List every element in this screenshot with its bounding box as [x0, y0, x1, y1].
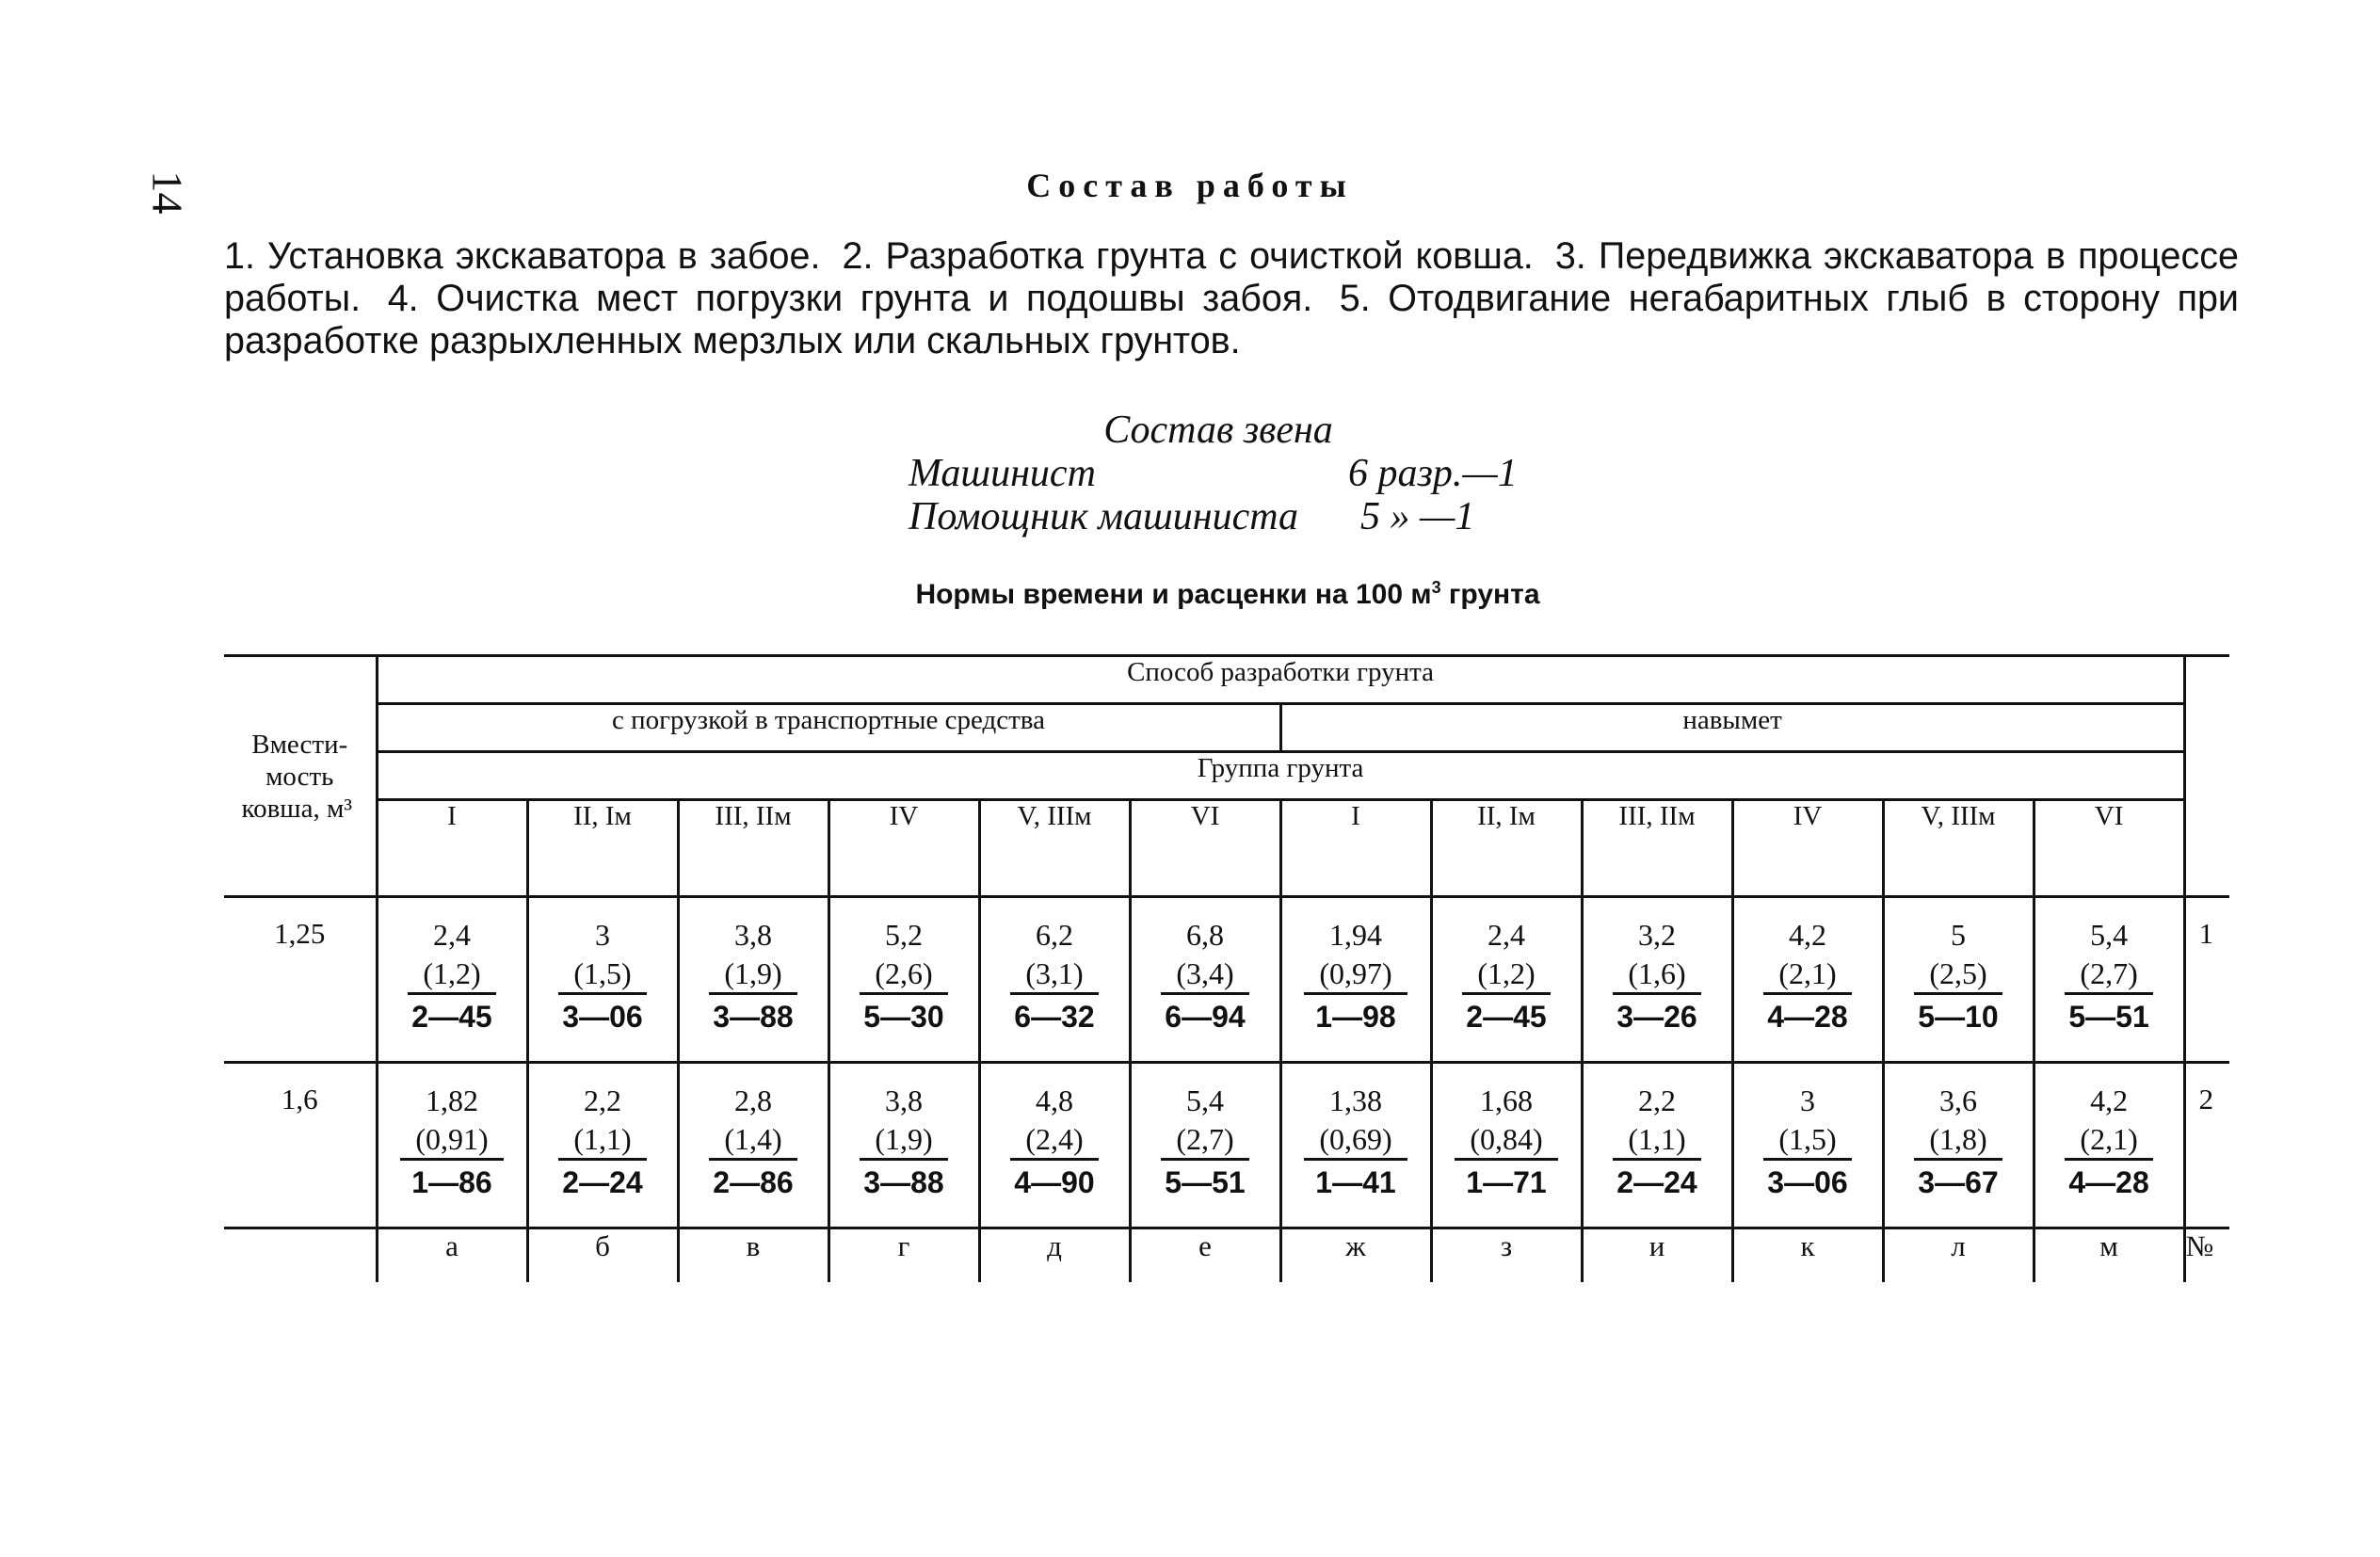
work-steps-paragraph: [224, 235, 2239, 362]
crew-role: Машинист: [909, 452, 1096, 495]
machine-time: (2,6): [860, 955, 947, 995]
norm-value: 6,8: [1186, 918, 1224, 952]
machine-time: (3,1): [1010, 955, 1098, 995]
work-step: 5. Отодвигание негабаритных глыб в сторону при разработке разрыхленных мерзлых или скальных грунтов.: [224, 278, 2239, 361]
column-letter: д: [979, 1228, 1130, 1283]
machine-time: (2,5): [1914, 955, 2002, 995]
norm-cell: [1883, 1063, 2034, 1228]
norm-cell: [377, 1063, 527, 1228]
norm-cell: [1431, 897, 1582, 1063]
rate-value: 6—32: [1014, 1000, 1095, 1034]
norm-value: 1,82: [426, 1083, 478, 1117]
norm-cell: [2034, 897, 2184, 1063]
machine-time: (1,5): [1763, 1120, 1851, 1161]
soil-group-cell: V, IIIм: [979, 800, 1130, 897]
soil-group-cell: IV: [828, 800, 979, 897]
machine-time: (1,6): [1613, 955, 1700, 995]
table-caption-sup: 3: [1431, 578, 1441, 597]
rate-value: 3—67: [1918, 1165, 1999, 1199]
rate-value: 6—94: [1165, 1000, 1246, 1034]
norm-cell: [979, 897, 1130, 1063]
norm-value: 3: [595, 918, 610, 952]
machine-time: (2,1): [2065, 1120, 2152, 1161]
rate-value: 3—26: [1616, 1000, 1697, 1034]
table-row: [224, 1063, 2229, 1228]
machine-time: (2,4): [1010, 1120, 1098, 1161]
norm-value: 3,8: [885, 1083, 923, 1117]
rate-value: 4—28: [1767, 1000, 1848, 1034]
column-letters-row: [224, 1228, 2229, 1283]
soil-group-cell: I: [377, 800, 527, 897]
rate-value: 3—06: [562, 1000, 643, 1034]
norm-cell: [979, 1063, 1130, 1228]
capacity-header-line: мость: [265, 761, 334, 792]
soil-group-header: Группа грунта: [377, 752, 2184, 800]
soil-group-cell: VI: [2034, 800, 2184, 897]
norm-value: 3,6: [1939, 1083, 1977, 1117]
table-caption: [38, 578, 2380, 611]
column-letter: а: [377, 1228, 527, 1283]
norm-value: 1,68: [1480, 1083, 1533, 1117]
norm-cell: [1280, 1063, 1431, 1228]
norm-value: 5,4: [2090, 918, 2129, 952]
norm-value: 4,2: [1789, 918, 1826, 952]
rate-value: 1—86: [411, 1165, 492, 1199]
norm-cell: [2034, 1063, 2184, 1228]
machine-time: (0,84): [1455, 1120, 1557, 1161]
norm-cell: [678, 1063, 828, 1228]
norm-cell: [1280, 897, 1431, 1063]
method-group-header: с погрузкой в транспортные средства: [377, 704, 1280, 752]
machine-time: (3,4): [1161, 955, 1248, 995]
rate-value: 5—10: [1918, 1000, 1999, 1034]
norm-cell: [1883, 897, 2034, 1063]
norm-value: 1,94: [1329, 918, 1382, 952]
table-caption-tail: грунта: [1440, 579, 1540, 610]
norm-value: 5: [1951, 918, 1966, 952]
section-heading: Состав работы: [1026, 167, 1354, 204]
crew-role: Помощник машиниста: [909, 495, 1299, 538]
norm-cell: [1431, 1063, 1582, 1228]
norm-cell: [527, 1063, 678, 1228]
rate-value: 2—45: [411, 1000, 492, 1034]
table-caption-text: Нормы времени и расценки на 100 м: [915, 579, 1432, 610]
column-letter: ж: [1280, 1228, 1431, 1283]
norm-value: 5,4: [1186, 1083, 1224, 1117]
capacity-header-line: ковша, м³: [241, 793, 353, 824]
machine-time: (1,8): [1914, 1120, 2002, 1161]
column-letter: г: [828, 1228, 979, 1283]
norms-table: [224, 654, 2229, 1282]
rate-value: 3—88: [713, 1000, 794, 1034]
norm-cell: [828, 897, 979, 1063]
soil-group-cell: III, IIм: [1582, 800, 1732, 897]
soil-group-cell: II, Iм: [527, 800, 678, 897]
crew-grade: 5 » —1: [1360, 495, 1475, 538]
rate-value: 5—30: [863, 1000, 944, 1034]
machine-time: (1,1): [1613, 1120, 1700, 1161]
norm-cell: [1582, 897, 1732, 1063]
norm-value: 2,2: [584, 1083, 621, 1117]
machine-time: (0,69): [1304, 1120, 1407, 1161]
rate-value: 2—24: [1616, 1165, 1697, 1199]
norm-cell: [828, 1063, 979, 1228]
norm-value: 4,8: [1036, 1083, 1073, 1117]
crew-member: [0, 452, 2380, 495]
rate-value: 5—51: [2068, 1000, 2149, 1034]
column-letter: м: [2034, 1228, 2184, 1283]
capacity-value: 1,6: [224, 1063, 377, 1228]
machine-time: (1,2): [1462, 955, 1550, 995]
column-letter: в: [678, 1228, 828, 1283]
norm-value: 1,38: [1329, 1083, 1382, 1117]
capacity-value: 1,25: [224, 897, 377, 1063]
machine-time: (1,5): [558, 955, 646, 995]
machine-time: (0,97): [1304, 955, 1407, 995]
crew-grade: 6 разр.—1: [1348, 452, 1518, 495]
capacity-header: [224, 656, 377, 897]
machine-time: (2,1): [1763, 955, 1851, 995]
norm-cell: [1732, 1063, 1883, 1228]
soil-group-cell: VI: [1130, 800, 1280, 897]
soil-group-cell: II, Iм: [1431, 800, 1582, 897]
norm-cell: [1732, 897, 1883, 1063]
norm-cell: [377, 897, 527, 1063]
column-letter: е: [1130, 1228, 1280, 1283]
page-number: 14: [143, 170, 192, 215]
row-number: 1: [2184, 897, 2229, 1063]
rate-value: 3—88: [863, 1165, 944, 1199]
machine-time: (2,7): [1161, 1120, 1248, 1161]
norm-value: 3,2: [1638, 918, 1676, 952]
work-step: 4. Очистка мест погрузки грунта и подошвы забоя.: [387, 278, 1313, 319]
num-header-blank: [2184, 656, 2229, 897]
machine-time: (1,1): [558, 1120, 646, 1161]
norm-value: 4,2: [2090, 1083, 2129, 1117]
column-letter: б: [527, 1228, 678, 1283]
norm-value: 2,8: [734, 1083, 772, 1117]
norm-value: 2,4: [433, 918, 471, 952]
rate-value: 1—71: [1466, 1165, 1547, 1199]
work-step: 2. Разработка грунта с очисткой ковша.: [842, 235, 1534, 277]
column-letter: з: [1431, 1228, 1582, 1283]
norm-cell: [1130, 897, 1280, 1063]
machine-time: (2,7): [2065, 955, 2152, 995]
norm-cell: [1582, 1063, 1732, 1228]
rate-value: 2—45: [1466, 1000, 1547, 1034]
norm-cell: [527, 897, 678, 1063]
norm-value: 6,2: [1036, 918, 1073, 952]
method-header: Способ разработки грунта: [377, 656, 2184, 704]
rate-value: 2—86: [713, 1165, 794, 1199]
soil-group-cell: III, IIм: [678, 800, 828, 897]
rate-value: 2—24: [562, 1165, 643, 1199]
soil-group-cell: IV: [1732, 800, 1883, 897]
work-step: 1. Установка экскаватора в забое.: [224, 235, 821, 277]
crew-composition: [0, 409, 2380, 538]
column-letter: к: [1732, 1228, 1883, 1283]
norm-value: 3,8: [734, 918, 772, 952]
crew-member: [0, 495, 2380, 538]
table-row: [224, 897, 2229, 1063]
norm-value: 5,2: [885, 918, 923, 952]
machine-time: (1,4): [709, 1120, 796, 1161]
rate-value: 3—06: [1767, 1165, 1848, 1199]
norm-cell: [678, 897, 828, 1063]
rate-value: 4—90: [1014, 1165, 1095, 1199]
rate-value: 5—51: [1165, 1165, 1246, 1199]
machine-time: (1,2): [408, 955, 495, 995]
num-label: №: [2184, 1228, 2229, 1283]
rate-value: 1—98: [1315, 1000, 1396, 1034]
method-group-header: навымет: [1280, 704, 2184, 752]
work-step: 3. Передвижка экскаватора в процессе работы.: [224, 235, 2239, 319]
row-number: 2: [2184, 1063, 2229, 1228]
machine-time: (1,9): [860, 1120, 947, 1161]
norm-value: 2,4: [1488, 918, 1525, 952]
capacity-header-line: Вмести-: [251, 729, 348, 760]
soil-group-cell: V, IIIм: [1883, 800, 2034, 897]
machine-time: (1,9): [709, 955, 796, 995]
norm-value: 3: [1800, 1083, 1815, 1117]
column-letter: л: [1883, 1228, 2034, 1283]
machine-time: (0,91): [400, 1120, 503, 1161]
letters-blank: [224, 1228, 377, 1283]
rate-value: 4—28: [2068, 1165, 2149, 1199]
norm-value: 2,2: [1638, 1083, 1676, 1117]
soil-group-cell: I: [1280, 800, 1431, 897]
column-letter: и: [1582, 1228, 1732, 1283]
crew-title: Состав звена: [1103, 409, 1333, 452]
norm-cell: [1130, 1063, 1280, 1228]
rate-value: 1—41: [1315, 1165, 1396, 1199]
